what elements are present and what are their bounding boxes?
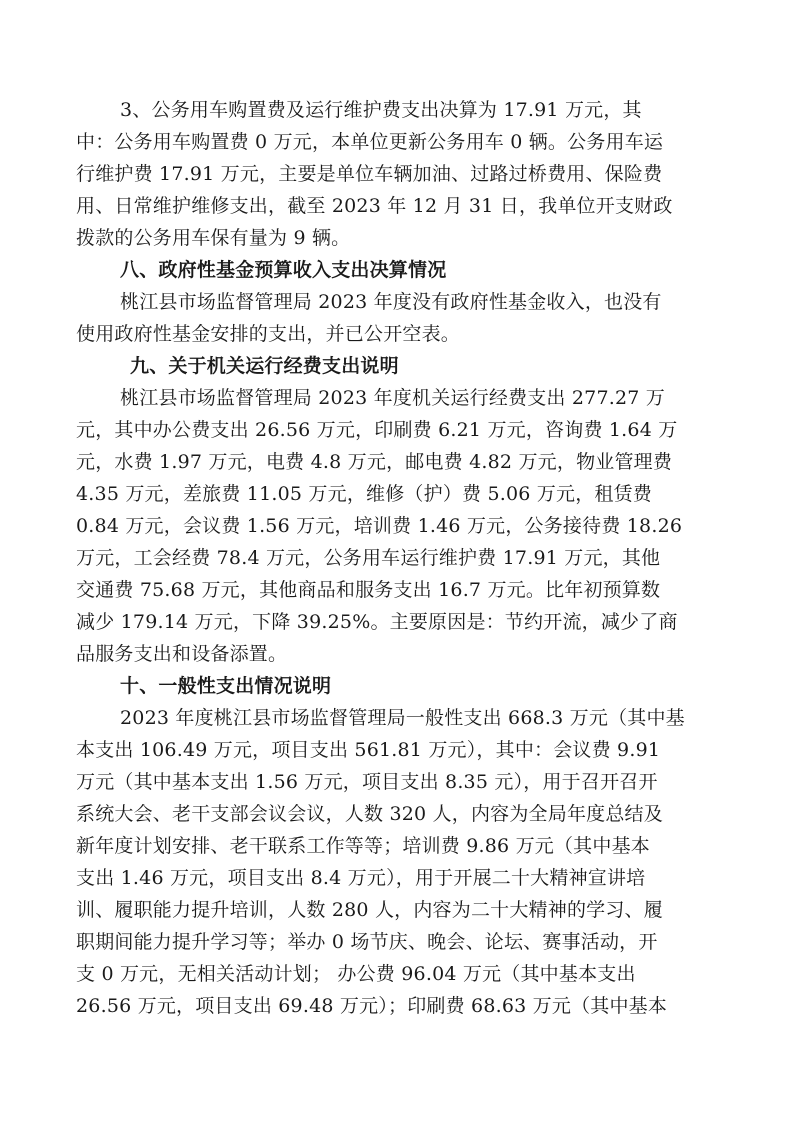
- paragraph-line: 新年度计划安排、老干联系工作等等；培训费 9.86 万元（其中基本: [76, 835, 650, 857]
- paragraph-line: 支 0 万元，无相关活动计划； 办公费 96.04 万元（其中基本支出: [76, 963, 636, 985]
- paragraph-line: 中：公务用车购置费 0 万元，本单位更新公务用车 0 辆。公务用车运: [76, 131, 664, 153]
- section-heading-8: 八、政府性基金预算收入支出决算情况: [120, 259, 447, 281]
- paragraph-line: 品服务支出和设备添置。: [76, 643, 288, 665]
- paragraph-line: 使用政府性基金安排的支出，并已公开空表。: [76, 323, 461, 345]
- paragraph-line: 本支出 106.49 万元，项目支出 561.81 万元），其中：会议费 9.91: [76, 739, 661, 761]
- paragraph-line: 拨款的公务用车保有量为 9 辆。: [76, 227, 351, 249]
- paragraph-line: 0.84 万元，会议费 1.56 万元，培训费 1.46 万元，公务接待费 18.26: [76, 515, 683, 537]
- paragraph-line: 减少 179.14 万元，下降 39.25%。主要原因是：节约开流，减少了商: [76, 611, 678, 633]
- paragraph-line: 用、日常维护维修支出，截至 2023 年 12 月 31 日，我单位开支财政: [76, 195, 673, 217]
- paragraph-line: 26.56 万元，项目支出 69.48 万元）；印刷费 68.63 万元（其中基本: [76, 995, 668, 1017]
- paragraph-line: 万元（其中基本支出 1.56 万元，项目支出 8.35 元），用于召开召开: [76, 771, 658, 793]
- paragraph-line: 万元，工会经费 78.4 万元，公务用车运行维护费 17.91 万元，其他: [76, 547, 661, 569]
- paragraph-line: 4.35 万元，差旅费 11.05 万元，维修（护）费 5.06 万元，租赁费: [76, 483, 653, 505]
- paragraph-line: 元，其中办公费支出 26.56 万元，印刷费 6.21 万元，咨询费 1.64 万: [76, 419, 678, 441]
- section-heading-10: 十、一般性支出情况说明: [120, 675, 332, 697]
- paragraph-line: 支出 1.46 万元，项目支出 8.4 万元），用于开展二十大精神宣讲培: [76, 867, 646, 889]
- paragraph-line: 交通费 75.68 万元，其他商品和服务支出 16.7 万元。比年初预算数: [76, 579, 661, 601]
- paragraph-line: 系统大会、老干支部会议会议，人数 320 人，内容为全局年度总结及: [76, 803, 663, 825]
- paragraph-line: 元，水费 1.97 万元，电费 4.8 万元，邮电费 4.82 万元，物业管理费: [76, 451, 673, 473]
- paragraph-line: 桃江县市场监督管理局 2023 年度机关运行经费支出 277.27 万: [120, 387, 665, 409]
- paragraph-line: 职期间能力提升学习等；举办 0 场节庆、晚会、论坛、赛事活动，开: [76, 931, 658, 953]
- section-heading-9: 九、关于机关运行经费支出说明: [130, 355, 399, 377]
- paragraph-line: 2023 年度桃江县市场监督管理局一般性支出 668.3 万元（其中基: [120, 707, 685, 729]
- paragraph-line: 行维护费 17.91 万元，主要是单位车辆加油、过路过桥费用、保险费: [76, 163, 663, 185]
- paragraph-line: 训、履职能力提升培训，人数 280 人，内容为二十大精神的学习、履: [76, 899, 663, 921]
- paragraph-line: 桃江县市场监督管理局 2023 年度没有政府性基金收入，也没有: [120, 291, 662, 313]
- paragraph-line: 3、公务用车购置费及运行维护费支出决算为 17.91 万元，其: [120, 99, 642, 121]
